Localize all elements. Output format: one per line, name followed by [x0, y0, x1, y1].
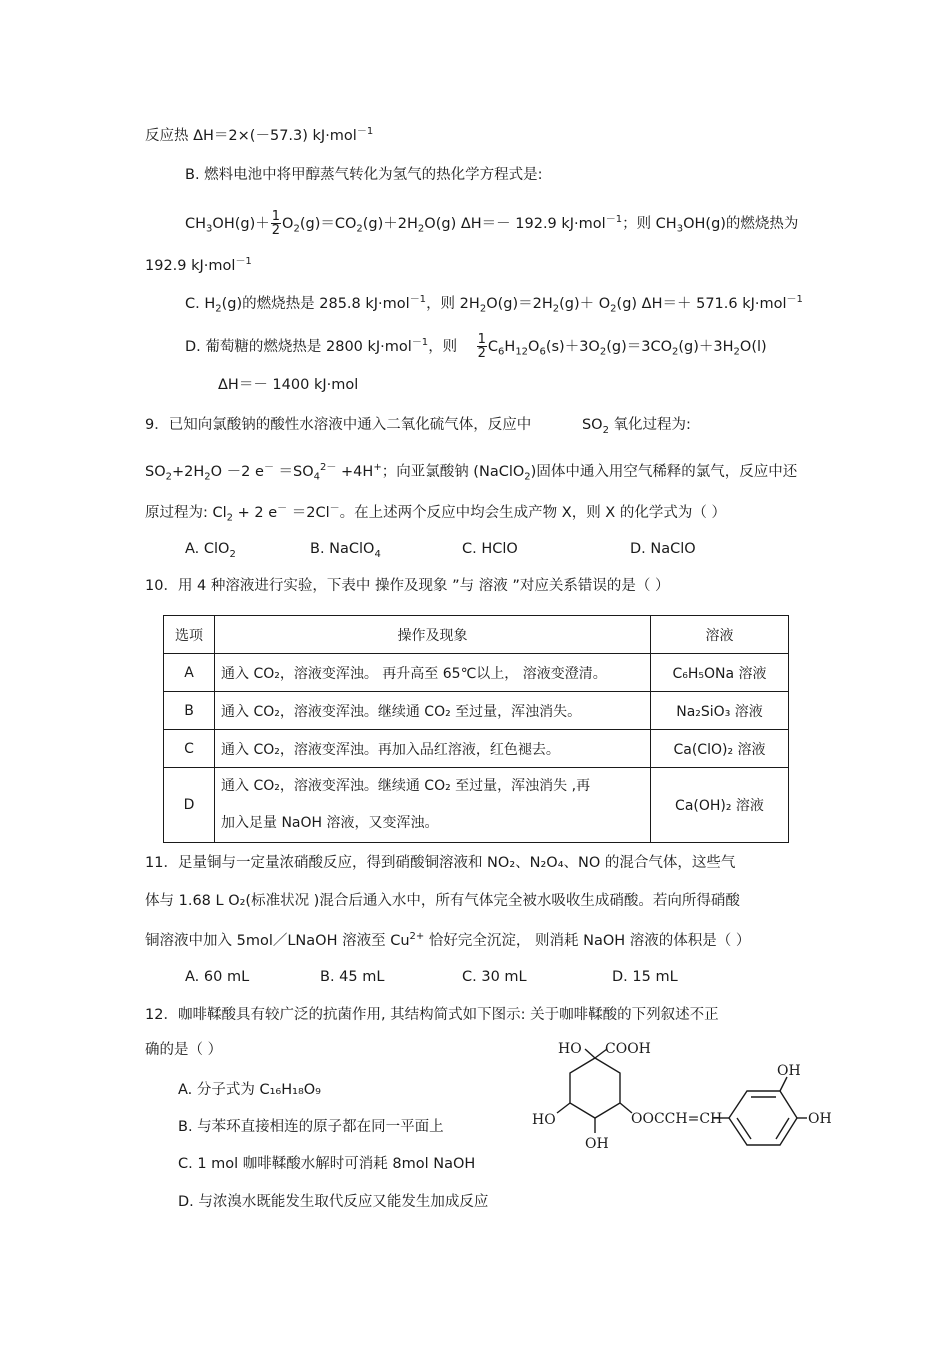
mol-oh-right: OH [808, 1111, 832, 1127]
q11-option-c: C. 30 mL [462, 969, 527, 985]
q10-stem: 10．用 4 种溶液进行实验，下表中 操作及现象 ”与 溶液 ”对应关系错误的是（ ） [145, 578, 670, 594]
q8-b-value: 192.9 kJ·mol$^{-1}$ [145, 256, 252, 274]
q11-line-3: 铜溶液中加入 5mol／LNaOH 溶液至 $Cu^{2+}$ 恰好完全沉淀， 则消耗 NaOH 溶液的体积是（ ） [145, 931, 751, 949]
q9-option-d: D. NaClO [630, 541, 696, 557]
q8-d-dh: ΔH＝－ 1400 kJ·mol [218, 377, 359, 393]
row-option: C [164, 730, 215, 768]
row-solution: Na₂SiO₃ 溶液 [651, 692, 789, 730]
row-solution: C₆H₅ONa 溶液 [651, 654, 789, 692]
header-operation: 操作及现象 [215, 616, 651, 654]
row-option: A [164, 654, 215, 692]
q11-option-a: A. 60 mL [185, 969, 250, 985]
q11-line-1: 11．足量铜与一定量浓硝酸反应，得到硝酸铜溶液和 NO₂、N₂O₄、NO 的混合气体，这些气 [145, 855, 736, 871]
fraction-half: $\frac{1}{2}$ [271, 209, 281, 239]
mol-oh-right-top: OH [777, 1063, 801, 1079]
row-operation: 通入 CO₂，溶液变浑浊。 再升高至 65℃以上， 溶液变澄清。 [215, 654, 651, 692]
q9-stem: 9．已知向氯酸钠的酸性水溶液中通入二氧化硫气体，反应中 $SO_2$ 氧化过程为: [145, 417, 691, 436]
mol-ester-chain: OOCCH=CH [631, 1111, 723, 1127]
q8-b-intro: B. 燃料电池中将甲醇蒸气转化为氢气的热化学方程式是: [185, 167, 543, 183]
q12-option-c: C. 1 mol 咖啡鞣酸水解时可消耗 8mol NaOH [178, 1156, 476, 1172]
table-row [164, 768, 789, 843]
row-option: D [164, 768, 215, 843]
q12-option-a: A. 分子式为 C₁₆H₁₈O₉ [178, 1082, 321, 1098]
row-operation-line-2: 加入足量 NaOH 溶液，又变浑浊。 [221, 815, 439, 831]
q8-b-equation: $CH_3OH(g)+$ $\frac{1}{2}$ $O_2(g)=CO_2(g)+2H_2O(g)$ ΔH＝－ 192.9 kJ·mol$^{-1}$；则 $CH_3OH(g)$的燃烧热为 [185, 209, 799, 239]
q9-option-b: B. NaClO$_4$ [310, 541, 381, 560]
molecule-bonds [557, 1049, 807, 1145]
q11-option-b: B. 45 mL [320, 969, 385, 985]
row-option: B [164, 692, 215, 730]
mol-oh-bottom: OH [585, 1136, 609, 1152]
mol-cooh: COOH [605, 1041, 651, 1057]
q11-option-d: D. 15 mL [612, 969, 678, 985]
row-solution: Ca(OH)₂ 溶液 [651, 768, 789, 843]
q9-equation-1: $SO_2+2H_2O -2$ $e^- =SO_4^{2-} +4H^+$；向亚氯酸钠 (NaClO$_2$)固体中通入用空气稀释的氯气，反应中还 [145, 462, 798, 483]
q9-option-a: A. ClO$_2$ [185, 541, 236, 560]
row-solution: Ca(ClO)₂ 溶液 [651, 730, 789, 768]
table-row [164, 692, 789, 730]
table-header-row [164, 616, 789, 654]
caffeic-tannic-acid-structure [525, 1035, 835, 1160]
q8-c: C. $H_2(g)$的燃烧热是 285.8 kJ·mol$^{-1}$，则 $2H_2O(g)=2H_2(g)+ O_2(g)$ ΔH＝＋ 571.6 kJ·mol$^{-1}$ [185, 294, 803, 315]
row-operation: 通入 CO₂，溶液变浑浊。继续通 CO₂ 至过量，浑浊消失。 [215, 692, 651, 730]
q9-option-c: C. HClO [462, 541, 518, 557]
table-row [164, 654, 789, 692]
row-operation [215, 768, 651, 843]
table-row [164, 730, 789, 768]
q12-option-d: D. 与浓溴水既能发生取代反应又能发生加成反应 [178, 1194, 489, 1210]
row-operation: 通入 CO₂，溶液变浑浊。再加入品红溶液，红色褪去。 [215, 730, 651, 768]
q12-option-b: B. 与苯环直接相连的原子都在同一平面上 [178, 1119, 444, 1135]
mol-ho-top: HO [558, 1041, 582, 1057]
header-solution: 溶液 [651, 616, 789, 654]
fraction-half-d: $\frac{1}{2}$ [477, 332, 486, 362]
mol-ho-left: HO [532, 1112, 556, 1128]
header-option: 选项 [164, 616, 215, 654]
q9-equation-2: 原过程为: $Cl_2 + 2$ e－ ＝2Cl－。在上述两个反应中均会生成产物 X，则 X 的化学式为（ ） [145, 503, 726, 524]
q8-a-tail: 反应热 ΔH＝2×(－57.3) kJ·mol$^{-1}$ [145, 126, 374, 144]
q11-line-2: 体与 1.68 L O₂(标准状况 )混合后通入水中，所有气体完全被水吸收生成硝酸。若向所得硝酸 [145, 893, 740, 909]
q12-line-2: 确的是（ ） [145, 1042, 223, 1058]
q10-table [163, 615, 789, 843]
q8-d: D. 葡萄糖的燃烧热是 2800 kJ·mol$^{-1}$，则 $\frac{1}{2}$ $C_6H_{12}O_6(s)+3O_2(g)=3CO_2(g)+3H_2O(l)$ [185, 332, 767, 362]
row-operation-line-1: 通入 CO₂，溶液变浑浊。继续通 CO₂ 至过量，浑浊消失 ,再 [221, 778, 591, 794]
q12-line-1: 12．咖啡鞣酸具有较广泛的抗菌作用, 其结构简式如下图示: 关于咖啡鞣酸的下列叙述不正 [145, 1007, 719, 1023]
